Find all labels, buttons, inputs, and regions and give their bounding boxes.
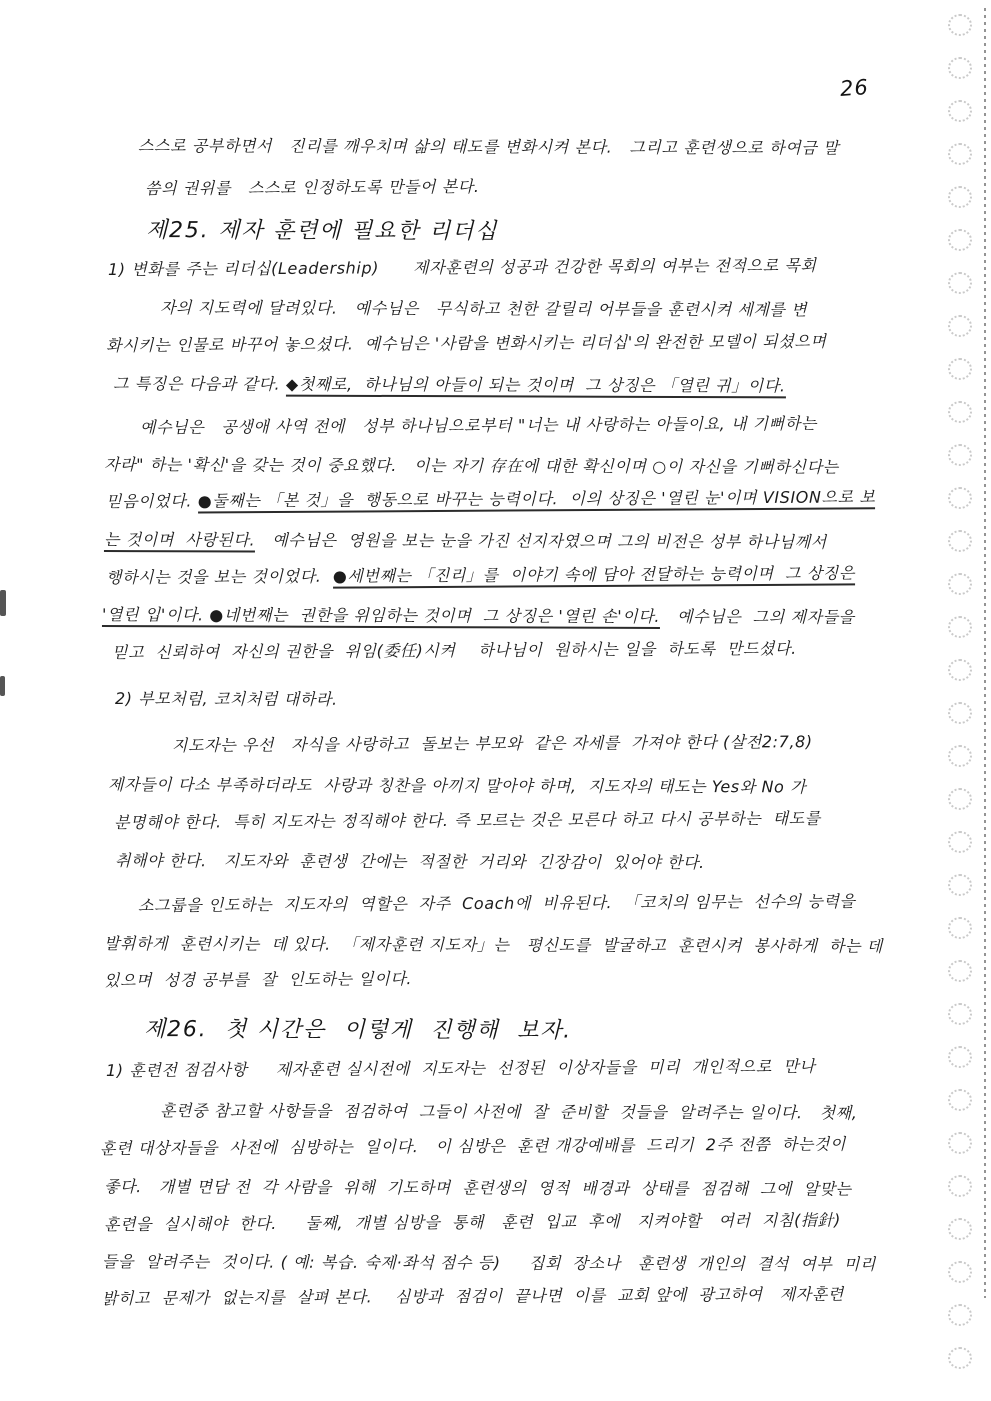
text-segment: 행하시는 것을 보는 것이었다.	[105, 566, 333, 587]
text-segment: 소그룹을 인도하는 지도자의 역할은 자주 Coach에 비유된다. 「코치의 임무는 선수의 능력을	[137, 891, 856, 915]
page-number: 26	[839, 75, 870, 101]
binding-hole	[948, 143, 972, 165]
binding-hole	[948, 530, 972, 552]
text-segment: 취해야 한다. 지도자와 훈련생 간에는 적절한 거리와 긴장감이 있어야 한다.	[114, 851, 705, 873]
handwritten-line	[160, 1098, 857, 1123]
handwritten-line	[102, 602, 855, 628]
handwritten-line	[115, 848, 705, 873]
text-segment: 예수님은 영원을 보는 눈을 가진 선지자였으며 그의 비전은 성부 하나님께서	[255, 530, 827, 552]
text-segment: 화시키는 인물로 바꾸어 놓으셨다. 예수님은 '사람을 변화시키는 리더십'의 완전한 모델이 되셨으며	[105, 331, 827, 355]
binding-hole	[948, 831, 972, 853]
binding-hole	[948, 702, 972, 724]
text-segment: 훈련 대상자들을 사전에 심방하는 일이다. 이 심방은 훈련 개강예배를 드리기 2주 전쯤 하는것이	[99, 1134, 847, 1158]
text-segment: 2) 부모처럼, 코치처럼 대하라.	[114, 689, 338, 709]
binding-hole	[948, 272, 972, 294]
binding-hole	[948, 1304, 972, 1326]
binding-hole	[948, 1089, 972, 1111]
binding-hole	[948, 1347, 972, 1369]
underlined-text-segment: ●세번째는 「진리」를 이야기 속에 담아 전달하는 능력이며 그 상징은	[333, 563, 855, 588]
handwritten-line	[160, 295, 807, 320]
underlined-text-segment: ◆첫째로, 하나님의 아들이 되는 것이며 그 상징은 「열린 귀」이다.	[286, 375, 786, 399]
text-segment: 지도자는 우선 자식을 사랑하고 돌보는 부모와 같은 자세를 가져야 한다 (살전2:7,8)	[171, 732, 813, 755]
text-segment: 씀의 권위를 스스로 인정하도록 만들어 본다.	[144, 176, 480, 198]
binding-hole	[948, 100, 972, 122]
handwritten-line	[102, 1281, 844, 1309]
text-segment: 훈련을 실시해야 한다. 둘째, 개별 심방을 통해 훈련 입교 후에 지켜야할 여러 지침(指針)	[103, 1210, 842, 1234]
handwritten-line	[172, 729, 813, 756]
handwritten-line	[106, 560, 855, 588]
text-segment: 1) 변화를 주는 리더십(Leadership) 제자훈련의 성공과 건강한 목회의 여부는 전적으로 목회	[107, 255, 817, 279]
handwritten-line	[145, 174, 480, 199]
handwritten-line	[138, 889, 856, 916]
binding-hole	[948, 444, 972, 466]
binding-hole	[948, 487, 972, 509]
text-segment: 예수님은 공생애 사역 전에 성부 하나님으로부터 "너는 내 사랑하는 아들이요, 내 기뻐하는	[139, 413, 818, 437]
binding-hole	[948, 1175, 972, 1197]
handwritten-line	[112, 636, 797, 663]
handwritten-line	[104, 452, 839, 478]
binding-hole	[948, 1046, 972, 1068]
binding-hole	[948, 745, 972, 767]
text-segment: 제26. 첫 시간은 이렇게 진행해 보자.	[143, 1017, 573, 1044]
ink-smudge	[0, 590, 6, 616]
handwritten-line	[104, 931, 883, 957]
handwritten-line	[100, 1131, 846, 1159]
handwritten-line	[102, 1249, 876, 1275]
text-segment: 스스로 공부하면서 진리를 깨우치며 삶의 태도를 변화시켜 본다. 그리고 훈련생으로 하여금 말	[137, 136, 840, 158]
binding-hole	[948, 358, 972, 380]
binding-hole	[948, 186, 972, 208]
handwritten-line	[108, 253, 817, 280]
handwritten-line	[106, 329, 827, 356]
binding-hole	[948, 1218, 972, 1240]
binding-hole	[948, 616, 972, 638]
binding-hole	[948, 1261, 972, 1283]
perforation-dotted-line	[984, 8, 986, 1298]
underlined-text-segment: '열린 입'이다. ●네번째는 권한을 위임하는 것이며 그 상징은 '열린 손'이다.	[102, 605, 660, 629]
binding-hole	[948, 788, 972, 810]
binding-hole	[948, 573, 972, 595]
binding-hole	[948, 1003, 972, 1025]
text-segment: 들을 알려주는 것이다. ( 예: 복습. 숙제·좌석 점수 등) 집회 장소나 훈련생 개인의 결석 여부 미리	[101, 1252, 876, 1274]
text-segment: 믿고 신뢰하여 자신의 권한을 위임(委任)시켜 하나님이 원하시는 일을 하도록 만드셨다.	[111, 638, 797, 662]
handwritten-line	[138, 133, 839, 158]
text-segment: 1) 훈련전 점검사항 제자훈련 실시전에 지도자는 선정된 이상자들을 미리 개인적으로 만나	[105, 1056, 816, 1080]
binding-hole	[948, 14, 972, 36]
section-heading-25	[146, 213, 498, 245]
section-heading-26	[144, 1012, 572, 1044]
text-segment: 믿음이었다.	[105, 491, 198, 511]
underlined-text-segment: 는 것이며 사랑된다.	[104, 530, 255, 553]
text-segment: 좋다. 개별 면담 전 각 사람을 위해 기도하며 훈련생의 영적 배경과 상태를 점검해 그에 알맞는	[103, 1177, 852, 1199]
binding-hole	[948, 401, 972, 423]
text-segment: 제25. 제자 훈련에 필요한 리더십	[145, 218, 499, 245]
handwritten-line	[106, 484, 876, 512]
text-segment: 분명해야 한다. 특히 지도자는 정직해야 한다. 즉 모르는 것은 모른다 하고 다시 공부하는 태도를	[113, 808, 821, 832]
binding-hole	[948, 917, 972, 939]
list-item-2-heading	[115, 686, 338, 710]
text-segment: 그 특징은 다음과 같다.	[112, 374, 286, 394]
handwritten-line	[108, 772, 806, 797]
binding-hole	[948, 229, 972, 251]
text-segment: 발휘하게 훈련시키는 데 있다. 「제자훈련 지도자」는 평신도를 발굴하고 훈련시켜 봉사하게 하는 데	[103, 934, 883, 956]
handwritten-line	[104, 966, 412, 991]
text-segment: 제자들이 다소 부족하더라도 사랑과 칭찬을 아끼지 말아야 하며, 지도자의 태도는 Yes와 No 가	[107, 775, 807, 797]
text-segment: 훈련중 참고할 사항들을 점검하여 그들이 사전에 잘 준비할 것들을 알려주는 일이다. 첫째,	[159, 1101, 858, 1123]
text-segment: 있으며 성경 공부를 잘 인도하는 일이다.	[103, 969, 413, 990]
underlined-text-segment: ●둘째는 「본 것」을 행동으로 바꾸는 능력이다. 이의 상징은 '열린 눈'이며 VISION으로 보	[198, 487, 876, 513]
binding-hole	[948, 960, 972, 982]
text-segment: 자라" 하는 '확신'을 갖는 것이 중요했다. 이는 자기 存在에 대한 확신이며 ○이 자신을 기뻐하신다는	[103, 455, 839, 477]
handwritten-line	[114, 806, 821, 833]
binding-hole	[948, 1132, 972, 1154]
handwritten-line	[140, 411, 817, 438]
binding-hole	[948, 315, 972, 337]
binding-hole	[948, 57, 972, 79]
handwritten-line	[106, 1054, 815, 1081]
binding-hole	[948, 659, 972, 681]
handwritten-line	[104, 1207, 841, 1235]
binding-hole	[948, 874, 972, 896]
handwritten-line	[104, 527, 827, 553]
text-segment: 밝히고 문제가 없는지를 살펴 본다. 심방과 점검이 끝나면 이를 교회 앞에 광고하여 제자훈련	[101, 1284, 844, 1308]
handwritten-line	[113, 371, 786, 396]
text-segment: 자의 지도력에 달려있다. 예수님은 무식하고 천한 갈릴리 어부들을 훈련시켜 세계를 변	[159, 298, 808, 320]
handwritten-line	[104, 1174, 852, 1200]
ink-smudge	[0, 676, 5, 696]
text-segment: 예수님은 그의 제자들을	[660, 606, 855, 627]
